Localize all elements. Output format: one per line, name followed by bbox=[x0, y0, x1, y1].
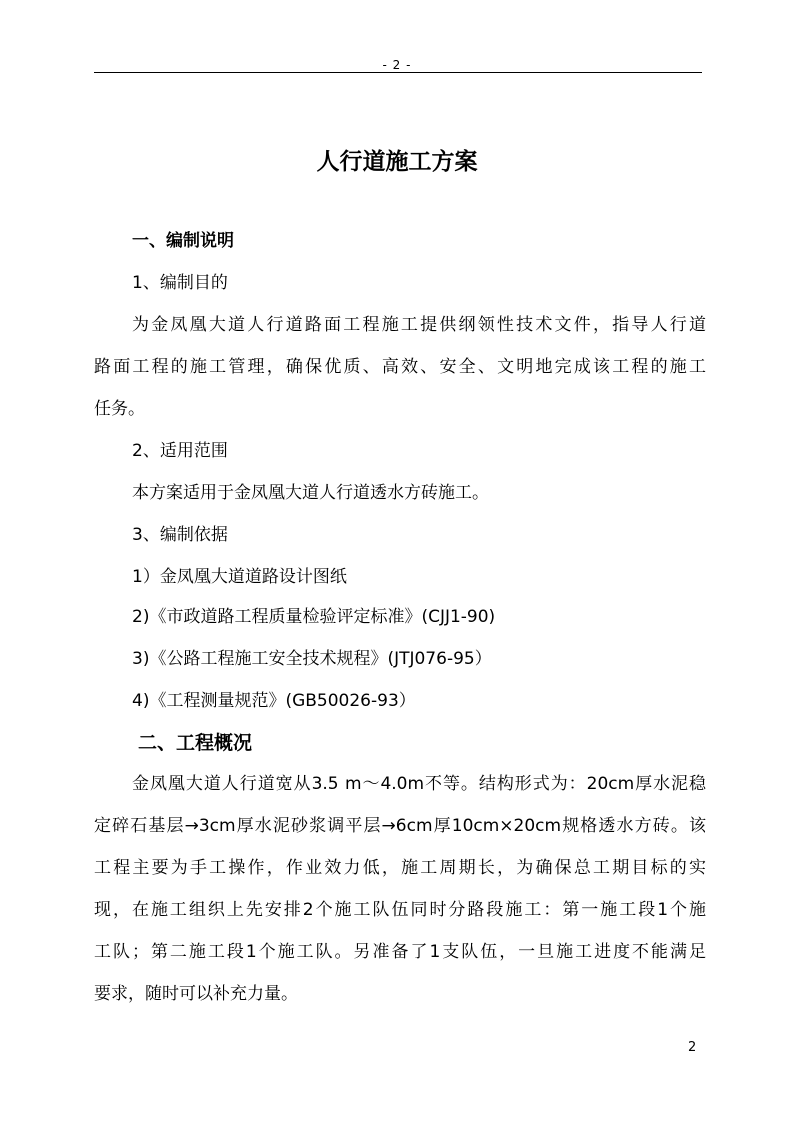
paragraph-line: 路面工程的施工管理，确保优质、高效、安全、文明地完成该工程的施工 bbox=[94, 357, 706, 377]
paragraph-line: 现，在施工组织上先安排2个施工队伍同时分路段施工：第一施工段1个施 bbox=[94, 900, 706, 920]
subsection-heading-1-2: 2、适用范围 bbox=[132, 441, 228, 461]
paragraph-line: 为金凤凰大道人行道路面工程施工提供纲领性技术文件，指导人行道 bbox=[132, 315, 706, 335]
reference-item: 1）金凤凰大道道路设计图纸 bbox=[132, 567, 347, 587]
paragraph-line: 任务。 bbox=[94, 399, 145, 419]
page-number: 2 bbox=[688, 1040, 697, 1055]
page-header-number: - 2 - bbox=[382, 58, 412, 72]
subsection-heading-1-3: 3、编制依据 bbox=[132, 525, 228, 545]
reference-item: 2)《市政道路工程质量检验评定标准》(CJJ1-90) bbox=[132, 607, 496, 627]
document-title: 人行道施工方案 bbox=[316, 148, 478, 175]
paragraph-line: 工队；第二施工段1个施工队。另准备了1支队伍，一旦施工进度不能满足 bbox=[94, 942, 706, 962]
reference-item: 3)《公路工程施工安全技术规程》(JTJ076-95） bbox=[132, 649, 492, 669]
section-heading-1: 一、编制说明 bbox=[132, 231, 234, 251]
paragraph-line: 定碎石基层→3cm厚水泥砂浆调平层→6cm厚10cm×20cm规格透水方砖。该 bbox=[94, 816, 706, 836]
subsection-heading-1-1: 1、编制目的 bbox=[132, 273, 228, 293]
paragraph-line: 金凤凰大道人行道宽从3.5 m～4.0m不等。结构形式为：20cm厚水泥稳 bbox=[132, 774, 706, 794]
paragraph-line: 要求，随时可以补充力量。 bbox=[94, 984, 298, 1004]
paragraph-line: 工程主要为手工操作，作业效力低，施工周期长，为确保总工期目标的实 bbox=[94, 858, 706, 878]
reference-item: 4)《工程测量规范》(GB50026-93） bbox=[132, 691, 416, 711]
header-rule bbox=[94, 72, 702, 73]
section-heading-2: 二、工程概况 bbox=[138, 732, 253, 754]
paragraph-line: 本方案适用于金凤凰大道人行道透水方砖施工。 bbox=[132, 483, 489, 503]
